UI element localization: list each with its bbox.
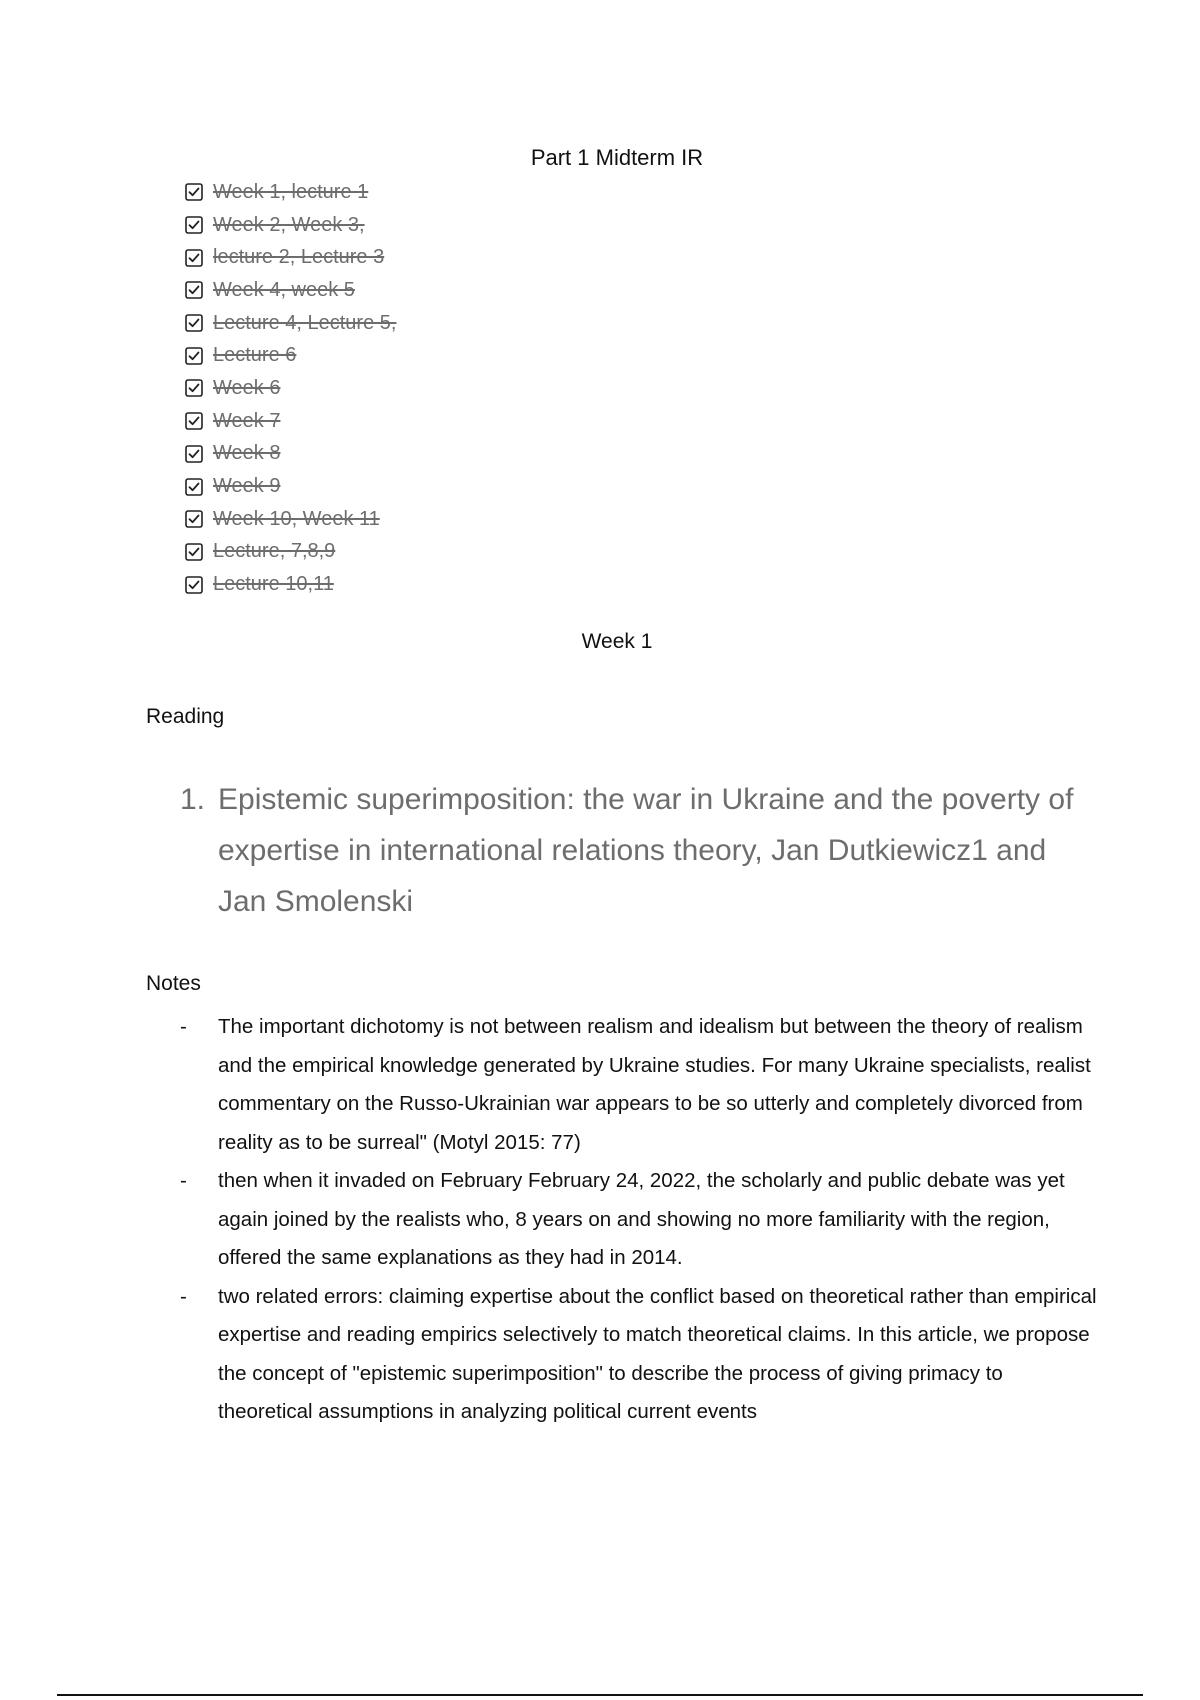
- note-item: [180, 1278, 1100, 1432]
- checklist-label: Week 8: [213, 442, 281, 465]
- checkbox-checked-icon[interactable]: [185, 412, 203, 430]
- checkbox-checked-icon[interactable]: [185, 314, 203, 332]
- checkbox-checked-icon[interactable]: [185, 510, 203, 528]
- checklist-label: Lecture 6: [213, 344, 297, 367]
- checklist-label: Week 7: [213, 409, 281, 432]
- note-item: [180, 1008, 1100, 1162]
- dash-bullet: -: [180, 1169, 187, 1192]
- checklist-item[interactable]: [185, 176, 396, 209]
- checkbox-checked-icon[interactable]: [185, 379, 203, 397]
- bottom-divider: [57, 1694, 1143, 1696]
- reading-list-item: [180, 774, 1100, 927]
- checklist-label: Week 1, lecture 1: [213, 180, 369, 203]
- midterm-checklist: [185, 176, 396, 601]
- checklist-item[interactable]: [185, 536, 396, 569]
- checklist-item[interactable]: [185, 503, 396, 536]
- note-item: [180, 1162, 1100, 1278]
- checklist-label: Lecture 10,11: [213, 573, 334, 596]
- checkbox-checked-icon[interactable]: [185, 183, 203, 201]
- reading-heading: Reading: [146, 705, 225, 728]
- checklist-label: Week 4, week 5: [213, 278, 355, 301]
- checklist-item[interactable]: [185, 339, 396, 372]
- note-text: The important dichotomy is not between realism and idealism but between the theory of realism and the empirical knowledge generated by Ukraine studies. For many Ukraine specialists, realist commentary on the Russo-Ukrainian war appears to be so utterly and completely divorced from reality as to be surreal" (Motyl 2015: 77): [218, 1015, 1091, 1154]
- checklist-item[interactable]: [185, 274, 396, 307]
- week-heading: Week 1: [581, 630, 653, 653]
- note-text: two related errors: claiming expertise about the conflict based on theoretical rather than empirical expertise and reading empirics selectively to match theoretical claims. In this article, we propose the concept of "epistemic superimposition" to describe the process of giving primacy to theoretical assumptions in analyzing political current events: [218, 1284, 1097, 1423]
- dash-bullet: -: [180, 1284, 187, 1308]
- checkbox-checked-icon[interactable]: [185, 478, 203, 496]
- checklist-item[interactable]: [185, 307, 396, 340]
- checkbox-checked-icon[interactable]: [185, 543, 203, 561]
- checklist-label: lecture 2, Lecture 3: [213, 246, 385, 269]
- checklist-item[interactable]: [185, 209, 396, 242]
- dash-bullet: -: [180, 1015, 187, 1038]
- checklist-item[interactable]: [185, 405, 396, 438]
- checklist-label: Week 2, Week 3,: [213, 213, 365, 236]
- checklist-label: Lecture, 7,8,9: [213, 540, 336, 563]
- notes-list: [180, 1008, 1100, 1432]
- checkbox-checked-icon[interactable]: [185, 576, 203, 594]
- reading-title: Epistemic superimposition: the war in Ukraine and the poverty of expertise in international relations theory, Jan Dutkiewicz1 and Jan Smolenski: [218, 783, 1074, 918]
- checkbox-checked-icon[interactable]: [185, 347, 203, 365]
- checklist-item[interactable]: [185, 438, 396, 471]
- checkbox-checked-icon[interactable]: [185, 249, 203, 267]
- reading-number: 1.: [180, 783, 206, 816]
- notes-heading: Notes: [146, 972, 201, 995]
- checkbox-checked-icon[interactable]: [185, 281, 203, 299]
- checklist-item[interactable]: [185, 470, 396, 503]
- checkbox-checked-icon[interactable]: [185, 445, 203, 463]
- page-title: Part 1 Midterm IR: [530, 145, 704, 170]
- checklist-item[interactable]: [185, 372, 396, 405]
- checkbox-checked-icon[interactable]: [185, 216, 203, 234]
- checklist-label: Week 10, Week 11: [213, 507, 380, 530]
- checklist-label: Week 6: [213, 376, 281, 399]
- checklist-item[interactable]: [185, 241, 396, 274]
- checklist-label: Week 9: [213, 475, 281, 498]
- checklist-item[interactable]: [185, 568, 396, 601]
- note-text: then when it invaded on February February 24, 2022, the scholarly and public debate was yet again joined by the realists who, 8 years on and showing no more familiarity with the region, offered the same explanations as they had in 2014.: [218, 1169, 1065, 1269]
- checklist-label: Lecture 4, Lecture 5,: [213, 311, 397, 334]
